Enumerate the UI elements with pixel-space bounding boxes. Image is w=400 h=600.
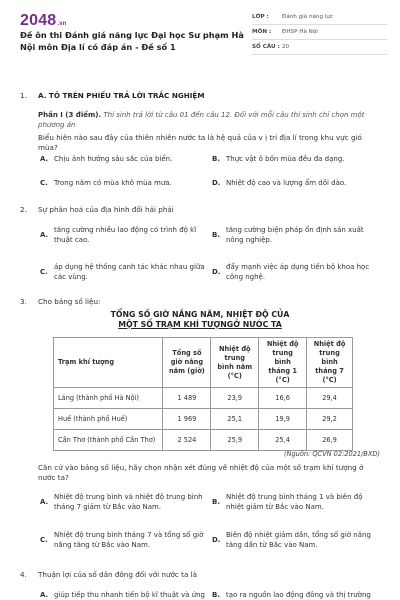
part-instruction — [38, 110, 383, 130]
option-b[interactable] — [212, 492, 382, 512]
option-d[interactable] — [212, 262, 382, 282]
option-letter: A. — [40, 591, 49, 599]
option-a[interactable] — [40, 154, 210, 164]
option-text: Nhiệt độ trung bình và nhiệt độ trung bình tháng 7 giảm từ Bắc vào Nam. — [54, 493, 203, 511]
meta-row-class — [252, 10, 387, 25]
question-3-text: Căn cứ vào bảng số liệu, hãy chọn nhận xét đúng về nhiệt độ của một số trạm khí tượng ở nước ta? — [38, 463, 364, 482]
option-b[interactable] — [212, 590, 382, 600]
logo-text: 2048 — [20, 12, 57, 29]
question-1-text: Biểu hiện nào sau đây của thiên nhiên nước ta là hệ quả của v ị trí địa lí trong khu vực gió mùa? — [38, 133, 362, 152]
table-header: Trạm khí tượng — [54, 338, 163, 388]
question-1-header — [20, 91, 390, 101]
site-logo[interactable] — [20, 12, 67, 30]
option-letter: C. — [40, 268, 48, 276]
section-title: A. TÔ TRÊN PHIẾU TRẢ LỜI TRẮC NGHIỆM — [38, 91, 205, 100]
exam-meta — [252, 10, 387, 55]
meta-row-subject — [252, 25, 387, 40]
page-header — [0, 0, 400, 72]
option-text: tạo ra nguồn lao động đông và thị trường — [226, 591, 371, 599]
option-letter: B. — [212, 498, 220, 506]
table-title-line-1: TỔNG SỐ GIỜ NẮNG NĂM, NHIỆT ĐỘ CỦA — [110, 310, 290, 319]
option-letter: C. — [40, 179, 48, 187]
question-intro: Cho bảng số liệu: — [38, 297, 101, 306]
option-letter: A. — [40, 231, 49, 239]
option-letter: D. — [212, 536, 221, 544]
option-letter: D. — [212, 268, 221, 276]
meta-value: Đánh giá năng lực — [282, 14, 333, 20]
table-cell: 25,4 — [259, 430, 307, 451]
question-3 — [20, 297, 390, 307]
exam-title: Đề ôn thi Đánh giá năng lực Đại học Sư phạm Hà Nội môn Địa lí có đáp án - Đề số 1 — [20, 30, 244, 52]
meta-row-count — [252, 40, 387, 55]
part-text: Thí sinh trả lời từ câu 01 đến câu 12. Đối với mỗi câu thí sinh chỉ chọn một phương án — [38, 111, 365, 129]
table-cell: Cần Thơ (thành phố Cần Thơ) — [54, 430, 163, 451]
option-text: Biên độ nhiệt giảm dần, tổng số giờ nắng tăng dần từ Bắc vào Nam. — [226, 531, 371, 549]
question-number: 3. — [20, 297, 27, 306]
table-cell: 1 969 — [163, 409, 211, 430]
meta-value: 20 — [282, 44, 290, 50]
option-text: Nhiệt độ cao và lượng ẩm dồi dào. — [226, 179, 347, 187]
option-text: Trong năm có mùa khô mùa mưa. — [54, 179, 172, 187]
option-text: tăng cường nhiều lao động có trình độ kĩ thuật cao. — [54, 226, 197, 244]
option-a[interactable] — [40, 492, 210, 512]
meta-key: LỚP : — [252, 14, 269, 20]
option-b[interactable] — [212, 154, 382, 164]
table-cell: 2 524 — [163, 430, 211, 451]
table-cell: 29,2 — [307, 409, 353, 430]
option-letter: D. — [212, 179, 221, 187]
option-a[interactable] — [40, 225, 210, 245]
data-table — [53, 337, 353, 451]
part-label: Phần I (3 điểm). — [38, 111, 102, 119]
table-cell: 29,4 — [307, 388, 353, 409]
option-text: Nhiệt độ trung bình tháng 7 và tổng số giờ nắng tăng từ Bắc vào Nam. — [54, 531, 204, 549]
table-row — [54, 430, 353, 451]
table-cell: 26,9 — [307, 430, 353, 451]
table-cell: 16,6 — [259, 388, 307, 409]
option-text: Thực vật ô bốn mùa đều đa dạng. — [226, 155, 345, 163]
question-4 — [20, 570, 390, 580]
meta-key: MÔN : — [252, 29, 272, 35]
option-c[interactable] — [40, 178, 210, 188]
table-row — [54, 409, 353, 430]
table-cell: Huế (thành phố Huế) — [54, 409, 163, 430]
option-letter: C. — [40, 536, 48, 544]
question-number: 1. — [20, 91, 27, 100]
option-letter: B. — [212, 591, 220, 599]
option-letter: A. — [40, 498, 49, 506]
option-d[interactable] — [212, 530, 382, 550]
meta-key: SỐ CÂU : — [252, 44, 280, 50]
table-header-row — [54, 338, 353, 388]
table-source: (Nguồn: QCVN 02:2021/BXD) — [283, 450, 380, 458]
option-letter: B. — [212, 231, 220, 239]
option-letter: A. — [40, 155, 49, 163]
table-header: Tổng số giờ nắng năm (giờ) — [163, 338, 211, 388]
question-number: 2. — [20, 205, 27, 214]
option-text: Chịu ảnh hưởng sâu sắc của biển. — [54, 155, 173, 163]
table-header: Nhiệt độ trung bình năm (°C) — [211, 338, 259, 388]
table-header: Nhiệt độ trung bình tháng 1 (°C) — [259, 338, 307, 388]
question-text: Sự phân hoá của địa hình đồi hải phải — [38, 205, 174, 214]
question-text: Thuận lợi của số dân đông đối với nước ta là — [38, 570, 198, 579]
option-text: giúp tiếp thu nhanh tiến bộ kĩ thuật và ứng — [54, 591, 205, 599]
question-2 — [20, 205, 390, 215]
logo-suffix: .vn — [57, 21, 67, 27]
table-cell: 25,1 — [211, 409, 259, 430]
option-c[interactable] — [40, 530, 210, 550]
question-number: 4. — [20, 570, 27, 579]
table-row — [54, 388, 353, 409]
option-text: áp dụng hệ thống canh tác khác nhau giữa các vùng. — [54, 263, 205, 281]
table-title — [20, 310, 380, 330]
option-letter: B. — [212, 155, 220, 163]
option-d[interactable] — [212, 178, 382, 188]
meta-value: ĐHSP Hà Nội — [282, 29, 318, 35]
option-text: tăng cường biện pháp ổn định sản xuất nông nghiệp. — [226, 226, 364, 244]
option-text: đẩy mạnh việc áp dụng tiến bộ khoa học công nghệ. — [226, 263, 370, 281]
option-text: Nhiệt độ trung bình tháng 1 và biên độ nhiệt giảm từ Bắc vào Nam. — [226, 493, 363, 511]
table-title-line-2: MỘT SỐ TRẠM KHÍ TƯỢNGỞ NƯỚC TA — [118, 320, 282, 329]
table-cell: 23,9 — [211, 388, 259, 409]
option-b[interactable] — [212, 225, 382, 245]
table-cell: 19,9 — [259, 409, 307, 430]
table-header: Nhiệt độ trung bình tháng 7 (°C) — [307, 338, 353, 388]
table-cell: 1 489 — [163, 388, 211, 409]
option-a[interactable] — [40, 590, 210, 600]
option-c[interactable] — [40, 262, 210, 282]
table-cell: 25,9 — [211, 430, 259, 451]
table-cell: Láng (thành phố Hà Nội) — [54, 388, 163, 409]
